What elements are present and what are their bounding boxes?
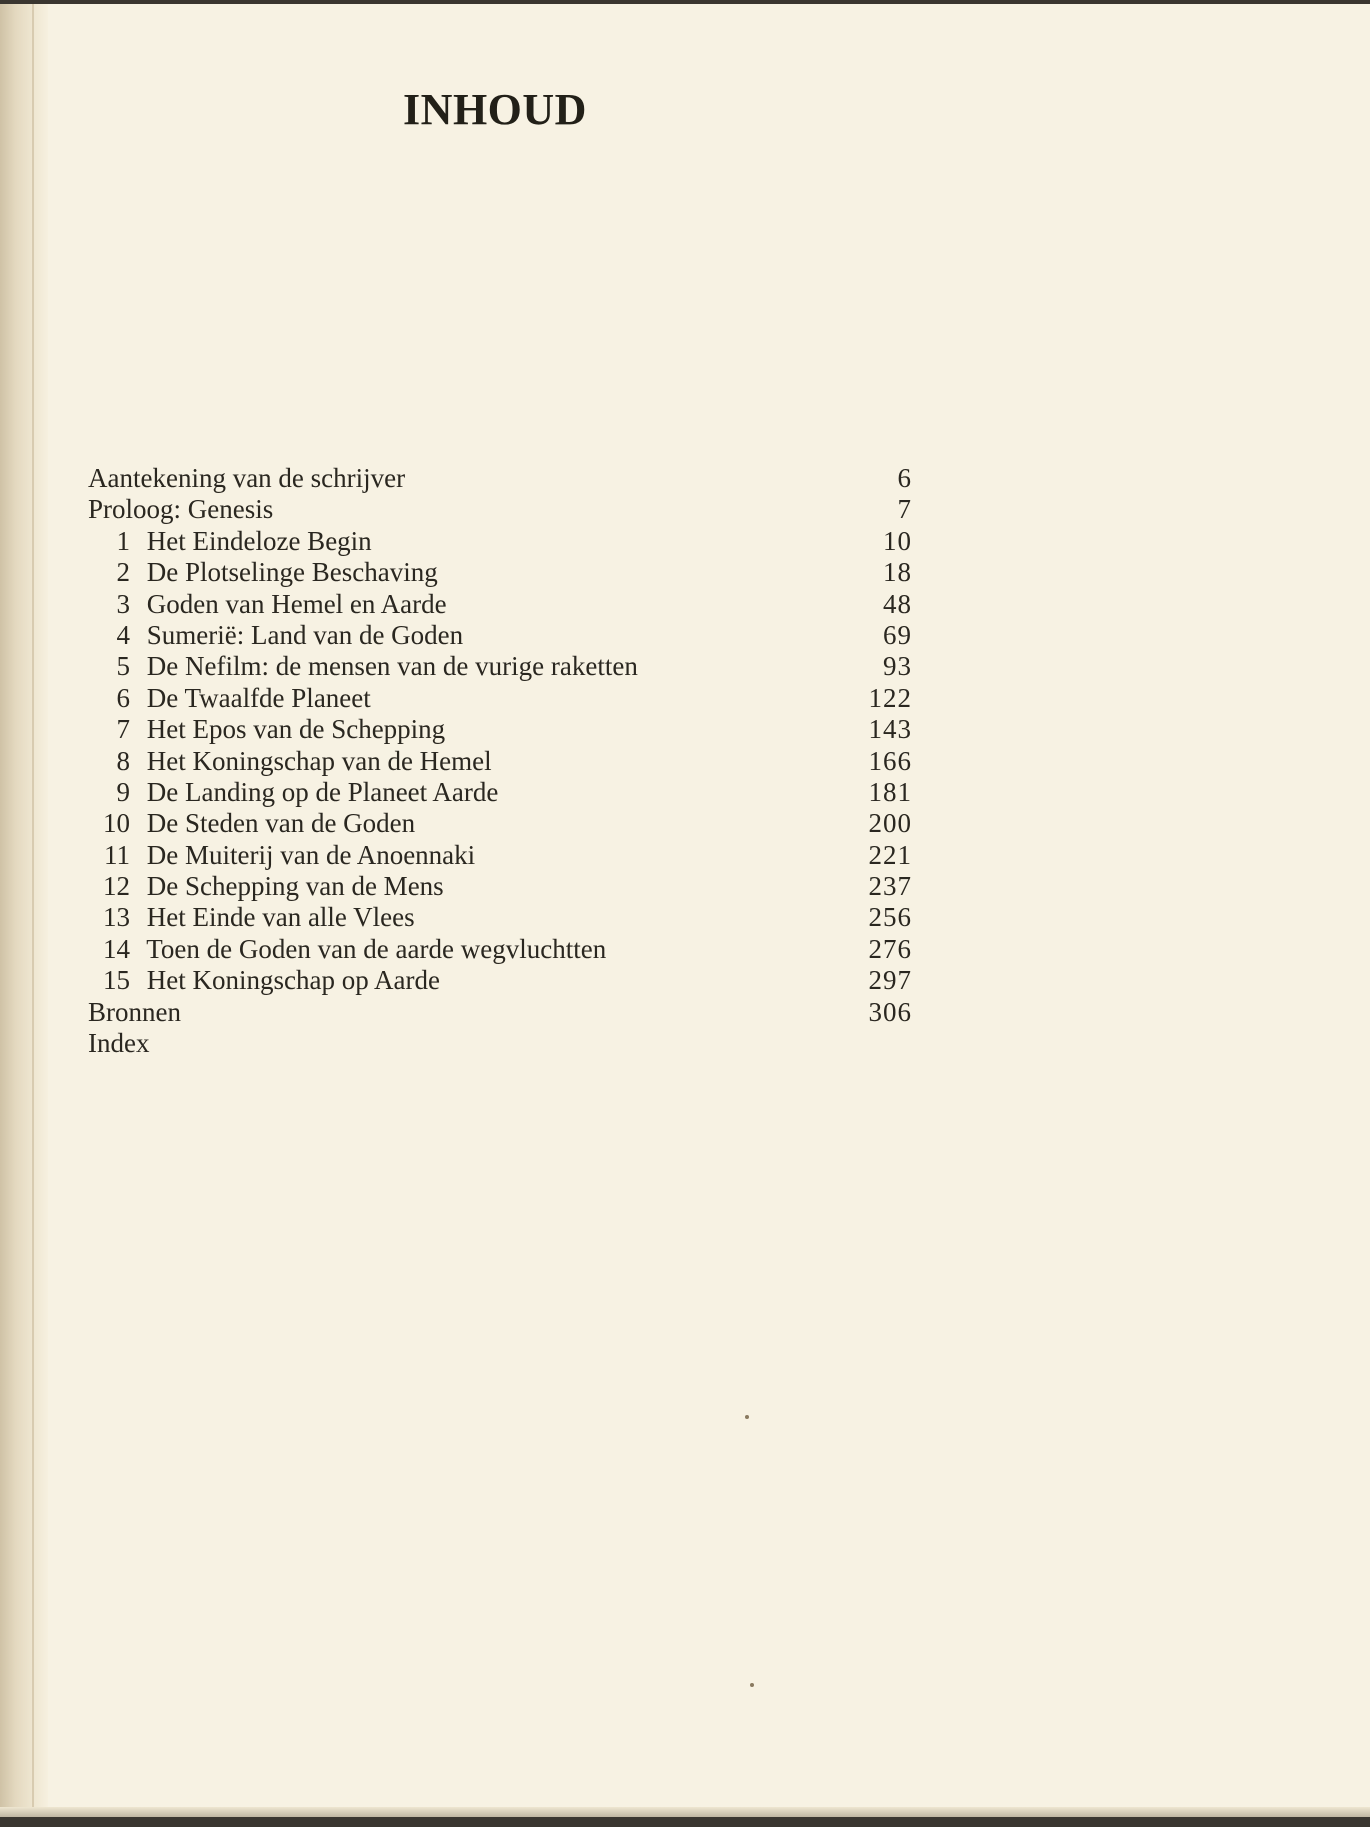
toc-entry-number: 11 [104,839,130,870]
toc-entry [88,871,912,902]
toc-entry-number: 3 [116,588,130,619]
toc-entry-label: De Nefilm: de mensen van de vurige raketten [146,651,638,682]
toc-entry-label: Het Epos van de Schepping [146,714,446,745]
toc-entry [88,902,912,933]
toc-entry-page: 122 [868,682,912,713]
page-gutter [0,4,48,1817]
toc-entry-number: 5 [116,651,130,682]
toc-entry [88,589,912,620]
toc-entry-label: De Plotselinge Beschaving [146,557,438,588]
toc-entry-page: 143 [868,714,912,745]
toc-entry [88,965,912,996]
table-of-contents [88,463,912,1059]
toc-entry-page: 166 [868,745,912,776]
toc-entry [88,494,912,525]
paper-speck [745,1415,749,1419]
toc-entry [88,557,912,588]
toc-entry-label: Het Einde van alle Vlees [146,902,415,933]
toc-entry-label: Bronnen [88,996,181,1027]
toc-entry-label: Het Koningschap op Aarde [146,965,440,996]
toc-entry-label: Index [88,1028,150,1059]
toc-entry-page: 181 [868,776,912,807]
toc-entry-label: De Steden van de Goden [146,808,416,839]
toc-entry-label: De Schepping van de Mens [146,871,444,902]
toc-entry [88,463,912,494]
toc-entry-page: 18 [883,557,912,588]
paper-speck [750,1683,754,1687]
toc-entry-label: De Muiterij van de Anoennaki [146,839,476,870]
toc-entry-page: 69 [883,619,912,650]
toc-entry [88,808,912,839]
toc-entry-page: 276 [868,933,912,964]
toc-entry [88,997,912,1028]
toc-entry-page: 237 [868,871,912,902]
book-page [0,4,1370,1817]
toc-entry-label: Proloog: Genesis [88,494,274,525]
page-bottom-edge [0,1807,1370,1817]
toc-entry [88,714,912,745]
page-title: INHOUD [403,85,587,134]
toc-entry-number: 12 [103,871,130,902]
toc-entry [88,651,912,682]
toc-entry-page: 10 [883,525,912,556]
toc-entry [88,840,912,871]
toc-entry-page: 6 [897,463,912,493]
toc-entry-page: 297 [868,965,912,996]
toc-entry-page: 256 [868,902,912,933]
toc-entry [88,620,912,651]
toc-entry [88,777,912,808]
toc-entry-number: 13 [103,902,130,933]
toc-entry [88,683,912,714]
toc-entry-label: Aantekening van de schrijver [88,463,406,493]
toc-entry-number: 8 [116,745,130,776]
toc-entry-number: 9 [116,776,130,807]
toc-entry-label: Goden van Hemel en Aarde [146,588,447,619]
toc-entry-page: 48 [883,588,912,619]
toc-entry-label: Het Eindeloze Begin [146,525,372,556]
toc-entry-number: 7 [116,714,130,745]
toc-entry-page: 7 [897,494,912,525]
toc-entry-number: 2 [116,557,130,588]
toc-entry-number: 1 [116,525,130,556]
gutter-edge [32,4,34,1817]
toc-entry-number: 14 [103,933,130,964]
toc-entry [88,1028,912,1059]
toc-entry-label: Toen de Goden van de aarde wegvluchtten [146,933,607,964]
toc-entry [88,934,912,965]
toc-entry [88,746,912,777]
toc-entry-number: 4 [116,619,130,650]
toc-entry-label: De Twaalfde Planeet [146,682,371,713]
toc-entry-page: 306 [868,996,912,1027]
toc-entry-page: 93 [883,651,912,682]
toc-entry-number: 15 [103,965,130,996]
toc-entry [88,526,912,557]
toc-entry-label: De Landing op de Planeet Aarde [146,776,499,807]
toc-entry-number: 6 [116,682,130,713]
toc-entry-page: 221 [868,839,912,870]
toc-entry-page: 200 [868,808,912,839]
toc-entry-number: 10 [103,808,130,839]
toc-entry-label: Het Koningschap van de Hemel [146,745,492,776]
toc-entry-label: Sumerië: Land van de Goden [146,619,464,650]
